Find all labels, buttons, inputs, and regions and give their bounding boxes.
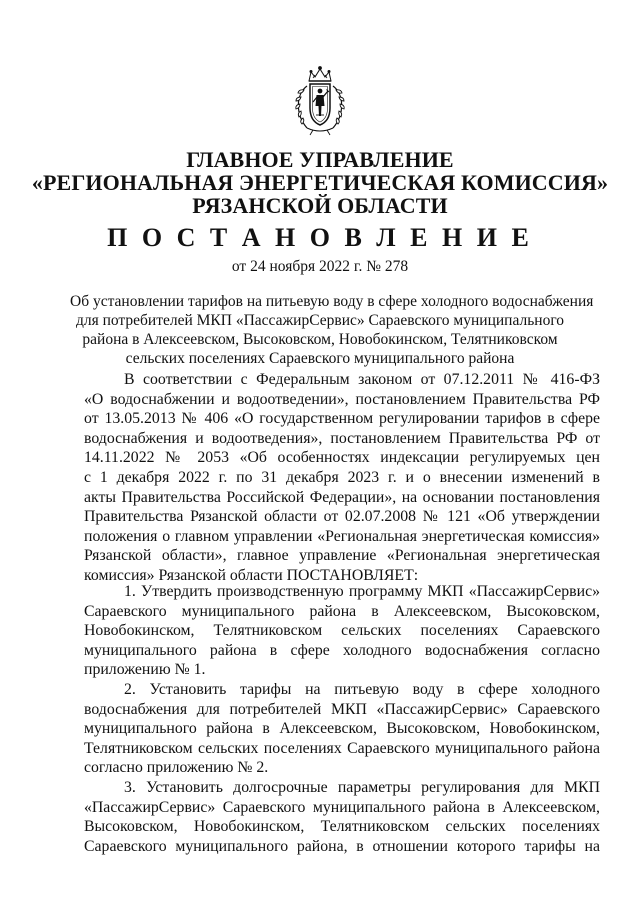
preamble-line: Правительства Рязанской области от 02.07.2008 № 121 «Об утверждении xyxy=(84,508,600,526)
document-date-number: от 24 ноября 2022 г. № 278 xyxy=(231,258,409,275)
preamble-line: водоснабжения и водоотведения», постановлением Правительства РФ от xyxy=(84,429,600,447)
preamble-line: 14.11.2022 № 2053 «Об особенностях индексации регулируемых цен xyxy=(84,449,600,467)
authority-name-line-1: ГЛАВНОЕ УПРАВЛЕНИЕ xyxy=(186,147,454,172)
item-2-line: муниципального района в Алексеевском, Высоковском, Новобокинском, xyxy=(84,720,600,738)
resolution-items xyxy=(84,582,600,856)
item-3-line: Высоковском, Новобокинском, Телятниковском сельских поселениях xyxy=(84,818,600,836)
title-line: сельских поселениях Сараевского муниципального района xyxy=(125,350,515,367)
preamble-line: акты Правительства Российской Федерации», на основании постановления xyxy=(84,488,600,506)
preamble-line: Рязанской области», главное управление «Региональная энергетическая xyxy=(84,547,600,565)
document-type-heading: П О С Т А Н О В Л Е Н И Е xyxy=(107,223,533,252)
item-3-line: «ПассажирСервис» Сараевского муниципального района в Алексеевском, xyxy=(84,798,600,816)
preamble-line: комиссия» Рязанской области ПОСТАНОВЛЯЕТ: xyxy=(84,566,419,584)
title-line: для потребителей МКП «ПассажирСервис» Сараевского муниципального xyxy=(75,312,565,329)
preamble-paragraph xyxy=(84,370,600,586)
item-1-line: 1. Утвердить производственную программу МКП «ПассажирСервис» xyxy=(124,583,600,600)
preamble-line: «О водоснабжении и водоотведении», постановлением Правительства РФ xyxy=(84,390,600,408)
item-1-line: приложению № 1. xyxy=(84,661,206,679)
item-1-line: Новобокинском, Телятниковском сельских поселениях Сараевского xyxy=(84,622,600,640)
item-2-line: водоснабжения для потребителей МКП «ПассажирСервис» Сараевского xyxy=(84,700,600,718)
title-line: района в Алексеевском, Высоковском, Новобокинском, Телятниковском xyxy=(82,331,558,348)
item-3-line: Сараевского муниципального района, в отношении которого тарифы на xyxy=(84,837,600,855)
item-2-line: Телятниковском сельских поселениях Сараевского муниципального района xyxy=(84,739,600,757)
item-2-line: согласно приложению № 2. xyxy=(84,759,269,777)
preamble-line: В соответствии с Федеральным законом от 07.12.2011 № 416-ФЗ xyxy=(124,371,600,388)
item-1-line: Сараевского муниципального района в Алексеевском, Высоковском, xyxy=(84,602,600,620)
item-2-line: 2. Установить тарифы на питьевую воду в сфере холодного xyxy=(124,680,600,698)
document-title xyxy=(70,292,594,368)
title-line: Об установлении тарифов на питьевую воду в сфере холодного водоснабжения xyxy=(70,293,594,310)
preamble-line: с 1 декабря 2022 г. по 31 декабря 2023 г. и о внесении изменений в xyxy=(84,468,600,486)
preamble-line: от 13.05.2013 № 406 «О государственном регулировании тарифов в сфере xyxy=(84,410,600,428)
item-1-line: муниципального района в сфере холодного водоснабжения согласно xyxy=(84,641,600,659)
authority-name-line-2: «РЕГИОНАЛЬНАЯ ЭНЕРГЕТИЧЕСКАЯ КОМИССИЯ» xyxy=(31,170,609,195)
item-3-line: 3. Установить долгосрочные параметры регулирования для МКП xyxy=(124,778,600,796)
coat-of-arms-emblem xyxy=(287,64,353,136)
authority-name-line-3: РЯЗАНСКОЙ ОБЛАСТИ xyxy=(192,193,448,218)
preamble-line: положения о главном управлении «Региональная энергетическая комиссия» xyxy=(84,527,600,545)
